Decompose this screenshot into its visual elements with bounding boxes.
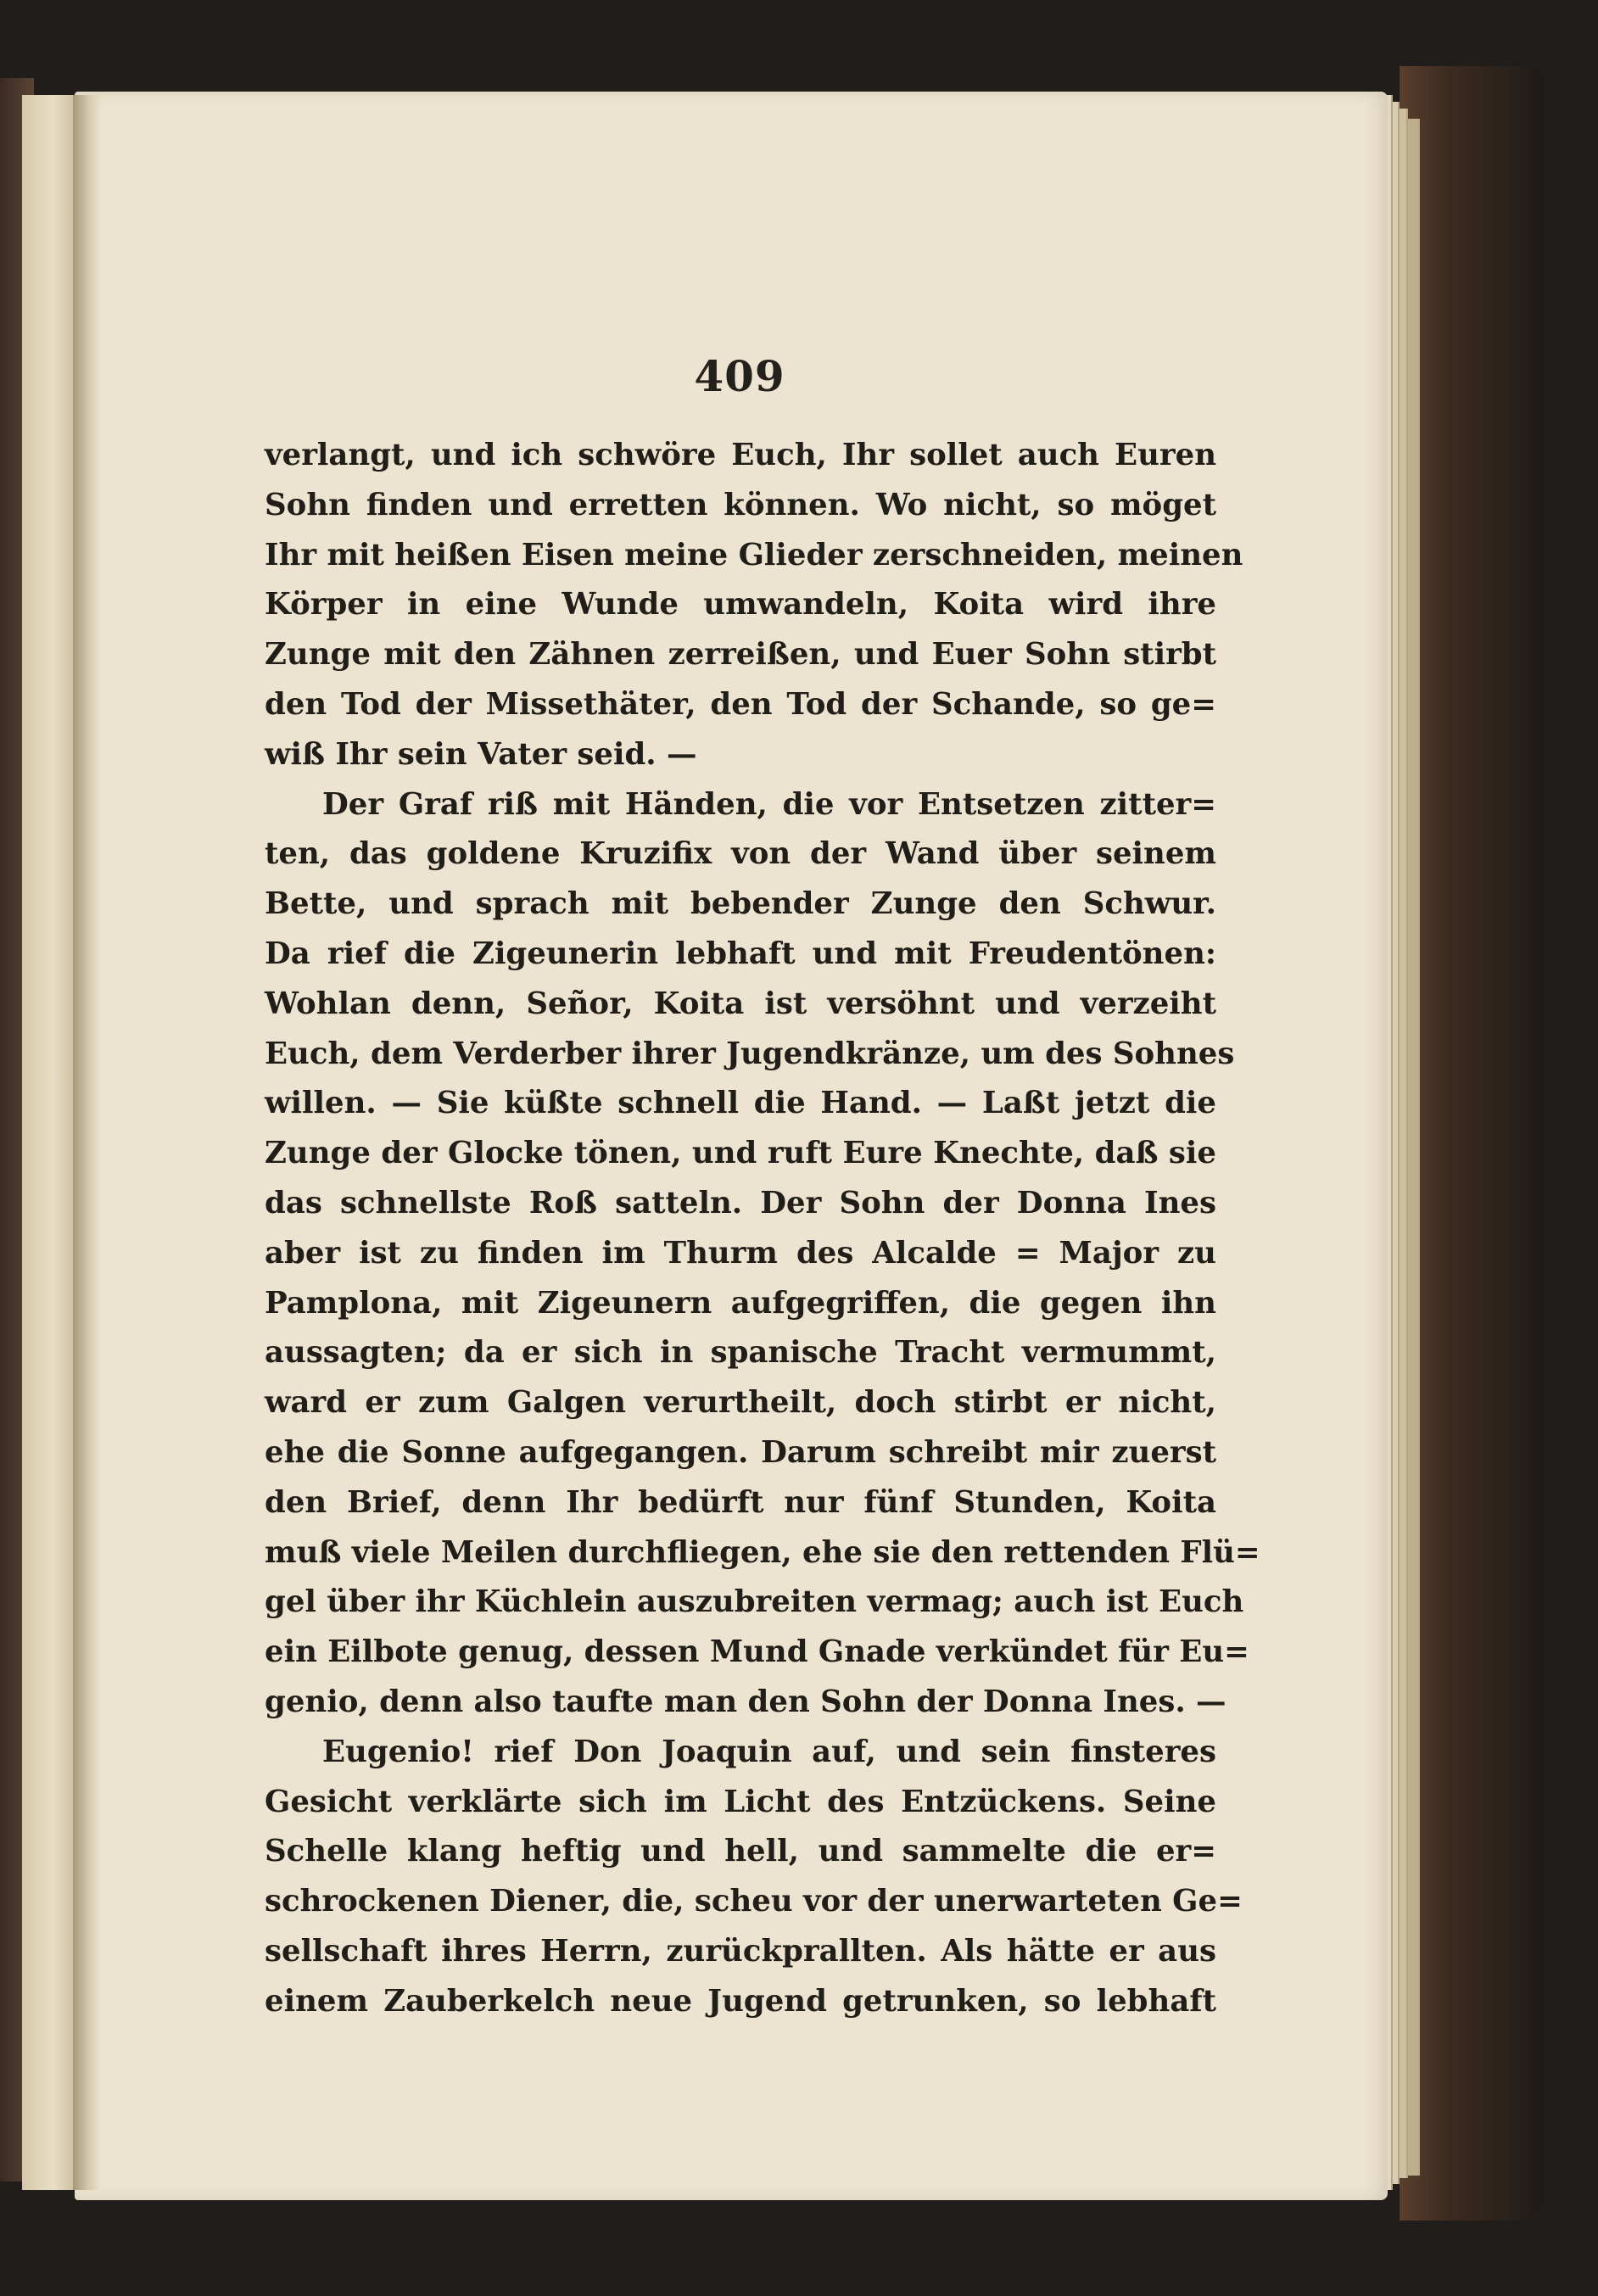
text-line: Bette, und sprach mit bebender Zunge den Schwur. (265, 886, 1216, 922)
text-line: Zunge der Glocke tönen, und ruft Eure Knechte, daß sie (265, 1136, 1216, 1171)
text-line: aber ist zu finden im Thurm des Alcalde = Major zu (265, 1235, 1216, 1271)
text-line: Da rief die Zigeunerin lebhaft und mit Freudentönen: (265, 936, 1216, 971)
page-stack-edge (1400, 109, 1408, 2178)
text-line: ten, das goldene Kruzifix von der Wand über seinem (265, 836, 1216, 872)
facing-page-edge (22, 95, 75, 2190)
text-line: Wohlan denn, Señor, Koita ist versöhnt und verzeiht (265, 986, 1216, 1021)
page-text (265, 431, 1260, 2027)
book-cover-right (1400, 66, 1544, 2221)
text-line: sellschaft ihres Herrn, zurückprallten. Als hätte er aus (265, 1933, 1216, 1969)
text-line: willen. — Sie küßte schnell die Hand. — Laßt jetzt die (265, 1086, 1216, 1121)
text-line: den Tod der Missethäter, den Tod der Schande, so ge= (265, 686, 1216, 722)
gutter-shadow (73, 95, 102, 2190)
text-line: den Brief, denn Ihr bedürft nur fünf Stunden, Koita (265, 1484, 1216, 1520)
text-line: wiß Ihr sein Vater seid. — (265, 736, 697, 772)
text-line: Pamplona, mit Zigeunern aufgegriffen, die gegen ihn (265, 1285, 1216, 1321)
text-line: einem Zauberkelch neue Jugend getrunken, so lebhaft (265, 1983, 1216, 2019)
page-number: 409 (694, 351, 785, 401)
text-line: gel über ihr Küchlein auszubreiten vermag; auch ist Euch (265, 1584, 1244, 1620)
text-line: verlangt, und ich schwöre Euch, Ihr sollet auch Euren (265, 438, 1216, 472)
text-line: ward er zum Galgen verurtheilt, doch stirbt er nicht, (265, 1385, 1216, 1421)
text-line: Körper in eine Wunde umwandeln, Koita wird ihre (265, 587, 1216, 623)
text-line: Euch, dem Verderber ihrer Jugendkränze, um des Sohnes (265, 1036, 1235, 1071)
text-line: aussagten; da er sich in spanische Tracht vermummt, (265, 1335, 1216, 1371)
text-line: das schnellste Roß satteln. Der Sohn der Donna Ines (265, 1185, 1216, 1221)
text-line: muß viele Meilen durchfliegen, ehe sie den rettenden Flü= (265, 1534, 1260, 1570)
page-stack-edge (1408, 119, 1420, 2176)
page-stack-edge (1393, 102, 1400, 2184)
text-line: schrockenen Diener, die, scheu vor der unerwarteten Ge= (265, 1884, 1243, 1919)
text-line: Schelle klang heftig und hell, und sammelte die er= (265, 1834, 1216, 1869)
text-line: genio, denn also taufte man den Sohn der Donna Ines. — (265, 1684, 1226, 1719)
text-line: Gesicht verklärte sich im Licht des Entzückens. Seine (265, 1784, 1216, 1819)
text-line: ein Eilbote genug, dessen Mund Gnade verkündet für Eu= (265, 1634, 1249, 1670)
book-page (75, 92, 1388, 2200)
text-line: Der Graf riß mit Händen, die vor Entsetzen zitter= (322, 786, 1216, 822)
text-line: Sohn finden und erretten können. Wo nicht, so möget (265, 487, 1216, 522)
text-line: ehe die Sonne aufgegangen. Darum schreibt mir zuerst (265, 1434, 1216, 1470)
text-line: Eugenio! rief Don Joaquin auf, und sein finsteres (322, 1734, 1216, 1769)
text-line: Ihr mit heißen Eisen meine Glieder zerschneiden, meinen (265, 537, 1243, 573)
text-line: Zunge mit den Zähnen zerreißen, und Euer Sohn stirbt (265, 637, 1216, 673)
